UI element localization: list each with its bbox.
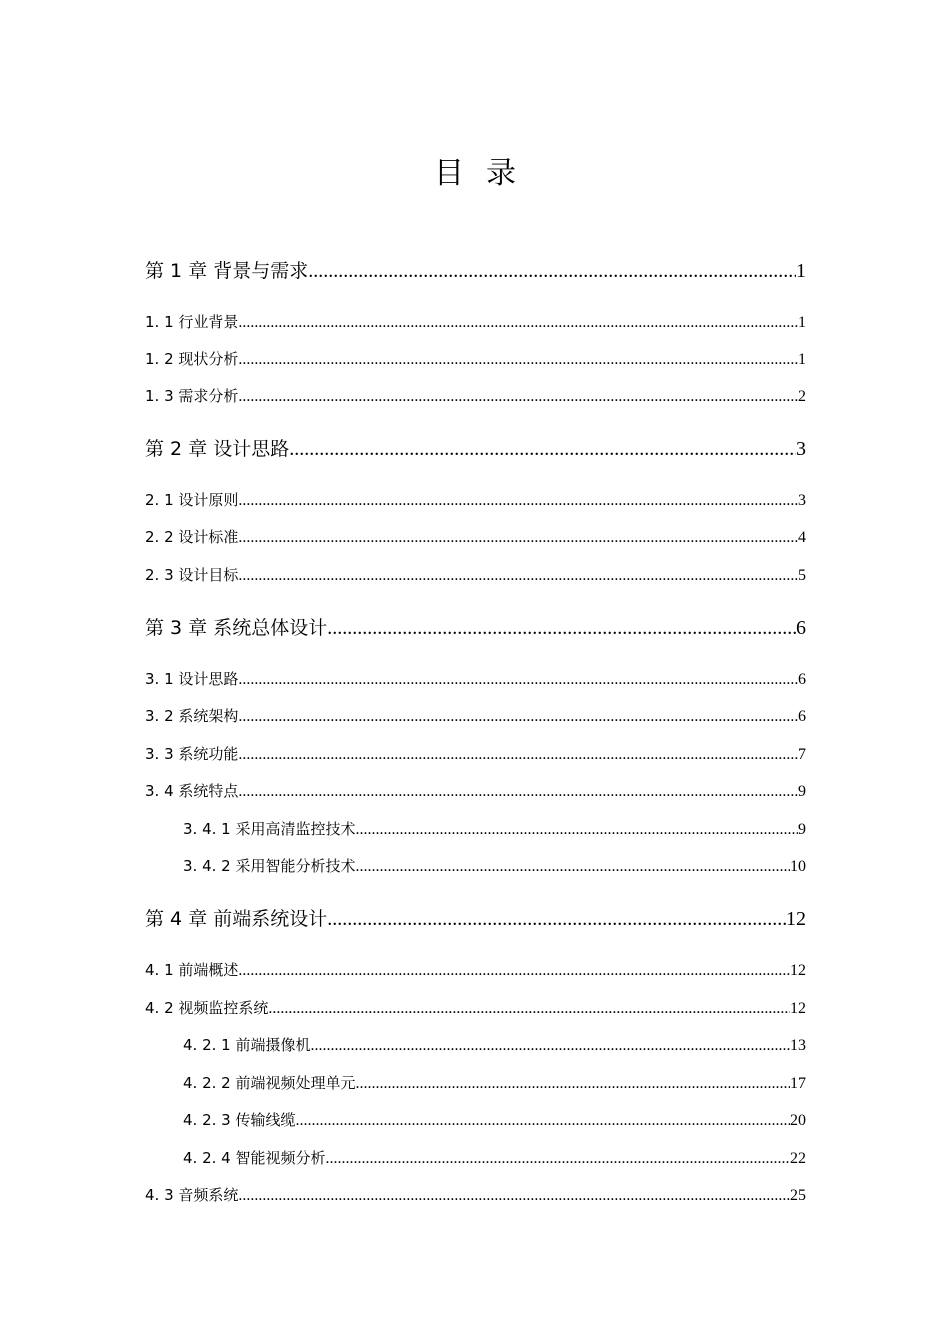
toc-leader-dots xyxy=(355,821,798,839)
toc-page-number: 3 xyxy=(796,438,806,460)
toc-leader-dots xyxy=(289,438,796,460)
toc-leader-dots xyxy=(295,1112,790,1130)
toc-leader-dots xyxy=(238,529,798,547)
toc-entry-label: 3. 4. 1 采用高清监控技术 xyxy=(183,820,356,838)
toc-entry-label: 3. 4 系统特点 xyxy=(145,782,239,800)
toc-entry-section[interactable] xyxy=(145,489,806,511)
toc-leader-dots xyxy=(238,1187,790,1205)
toc-page-number: 5 xyxy=(798,567,806,584)
toc-entry-label: 4. 2. 3 传输线缆 xyxy=(183,1111,296,1129)
toc-entry-label: 3. 3 系统功能 xyxy=(145,745,239,763)
toc-entry-section[interactable] xyxy=(145,564,806,586)
toc-entry-label: 3. 2 系统架构 xyxy=(145,707,239,725)
toc-entry-chapter[interactable] xyxy=(145,256,806,282)
toc-entry-subsection[interactable] xyxy=(183,1072,806,1094)
toc-page-number: 9 xyxy=(798,821,806,838)
toc-entry-label: 第 1 章 背景与需求 xyxy=(145,260,309,282)
toc-page-number: 1 xyxy=(798,314,806,331)
toc-page-number: 9 xyxy=(798,783,806,800)
toc-entry-section[interactable] xyxy=(145,348,806,370)
toc-leader-dots xyxy=(238,492,798,510)
toc-leader-dots xyxy=(238,746,798,764)
toc-entry-label: 1. 1 行业背景 xyxy=(145,313,239,331)
toc-leader-dots xyxy=(238,388,798,406)
toc-leader-dots xyxy=(238,708,798,726)
toc-entry-section[interactable] xyxy=(145,705,806,727)
toc-entry-section[interactable] xyxy=(145,780,806,802)
toc-entry-section[interactable] xyxy=(145,743,806,765)
toc-entry-label: 2. 2 设计标准 xyxy=(145,528,239,546)
toc-entry-subsection[interactable] xyxy=(183,1034,806,1056)
toc-page-number: 17 xyxy=(790,1075,806,1092)
toc-leader-dots xyxy=(327,908,786,930)
toc-leader-dots xyxy=(238,671,798,689)
toc-entry-subsection[interactable] xyxy=(183,1147,806,1169)
toc-entry-label: 1. 3 需求分析 xyxy=(145,387,239,405)
toc-entry-label: 3. 4. 2 采用智能分析技术 xyxy=(183,857,356,875)
toc-page-number: 20 xyxy=(790,1112,806,1129)
toc-leader-dots xyxy=(238,962,790,980)
toc-page-number: 12 xyxy=(790,962,806,979)
toc-entry-section[interactable] xyxy=(145,997,806,1019)
toc-entry-section[interactable] xyxy=(145,668,806,690)
toc-entry-section[interactable] xyxy=(145,385,806,407)
toc-leader-dots xyxy=(327,617,796,639)
toc-entry-label: 第 4 章 前端系统设计 xyxy=(145,908,328,930)
toc-entry-label: 4. 2. 2 前端视频处理单元 xyxy=(183,1074,356,1092)
toc-entry-chapter[interactable] xyxy=(145,904,806,930)
toc-page-number: 6 xyxy=(798,708,806,725)
toc-leader-dots xyxy=(355,858,790,876)
toc-title: 目录 xyxy=(434,156,538,191)
toc-leader-dots xyxy=(238,351,798,369)
toc-entry-subsection[interactable] xyxy=(183,855,806,877)
toc-page-number: 7 xyxy=(798,746,806,763)
toc-page-number: 1 xyxy=(796,260,806,282)
toc-leader-dots xyxy=(325,1150,790,1168)
toc-page-number: 6 xyxy=(796,617,806,639)
toc-leader-dots xyxy=(310,1037,790,1055)
toc-entry-label: 2. 3 设计目标 xyxy=(145,566,239,584)
toc-page-number: 13 xyxy=(790,1037,806,1054)
toc-entry-label: 4. 2. 4 智能视频分析 xyxy=(183,1149,326,1167)
toc-entry-label: 4. 3 音频系统 xyxy=(145,1186,239,1204)
toc-page-number: 25 xyxy=(790,1187,806,1204)
toc-page-number: 1 xyxy=(798,351,806,368)
toc-leader-dots xyxy=(238,567,798,585)
toc-page-number: 22 xyxy=(790,1150,806,1167)
toc-page-number: 12 xyxy=(790,1000,806,1017)
toc-entry-subsection[interactable] xyxy=(183,1109,806,1131)
toc-entry-label: 第 2 章 设计思路 xyxy=(145,438,290,460)
toc-entry-label: 4. 1 前端概述 xyxy=(145,961,239,979)
toc-page-number: 10 xyxy=(790,858,806,875)
toc-entry-label: 第 3 章 系统总体设计 xyxy=(145,617,328,639)
toc-entry-chapter[interactable] xyxy=(145,613,806,639)
toc-entry-section[interactable] xyxy=(145,311,806,333)
toc-page-number: 6 xyxy=(798,671,806,688)
toc-entry-label: 2. 1 设计原则 xyxy=(145,491,239,509)
toc-entry-label: 3. 1 设计思路 xyxy=(145,670,239,688)
toc-page-number: 2 xyxy=(798,388,806,405)
toc-leader-dots xyxy=(308,260,796,282)
toc-leader-dots xyxy=(238,783,798,801)
toc-page-number: 3 xyxy=(798,492,806,509)
toc-entry-label: 1. 2 现状分析 xyxy=(145,350,239,368)
toc-entry-label: 4. 2. 1 前端摄像机 xyxy=(183,1036,311,1054)
toc-page-number: 12 xyxy=(786,908,806,930)
toc-entry-chapter[interactable] xyxy=(145,434,806,460)
toc-entry-section[interactable] xyxy=(145,1184,806,1206)
toc-leader-dots xyxy=(238,314,798,332)
toc-entry-section[interactable] xyxy=(145,959,806,981)
toc-entry-label: 4. 2 视频监控系统 xyxy=(145,999,269,1017)
toc-page-number: 4 xyxy=(798,529,806,546)
toc-entry-section[interactable] xyxy=(145,526,806,548)
toc-leader-dots xyxy=(355,1075,790,1093)
toc-entry-subsection[interactable] xyxy=(183,818,806,840)
toc-leader-dots xyxy=(268,1000,790,1018)
